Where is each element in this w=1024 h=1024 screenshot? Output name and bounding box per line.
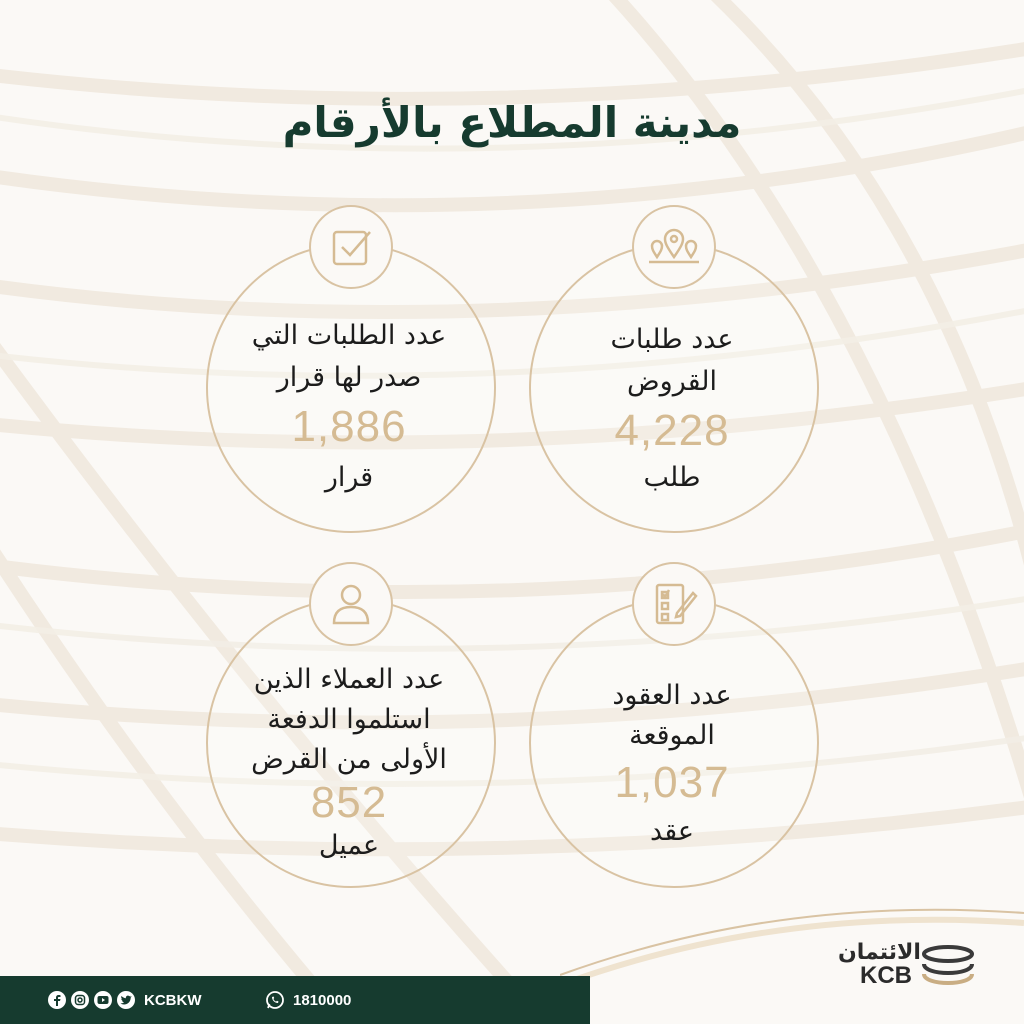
stat-label-line2: الموقعة xyxy=(629,720,715,751)
logo-arabic: الائتمان xyxy=(838,940,921,965)
phone-contact xyxy=(265,990,351,1010)
stat-label-line1: عدد العملاء الذين xyxy=(253,664,445,695)
stat-unit: عميل xyxy=(318,830,380,861)
location-pins-icon xyxy=(632,205,716,289)
social-handle[interactable]: KCBKW xyxy=(144,991,202,1009)
stat-value: 852 xyxy=(310,778,388,827)
instagram-icon[interactable] xyxy=(71,991,89,1009)
user-icon xyxy=(309,562,393,646)
twitter-icon[interactable] xyxy=(117,991,135,1009)
checkbox-icon xyxy=(309,205,393,289)
phone-number[interactable]: 1810000 xyxy=(293,991,352,1009)
page-title: مدينة المطلاع بالأرقام xyxy=(282,98,742,147)
coin-stack-icon xyxy=(918,942,978,986)
signed-form-icon xyxy=(632,562,716,646)
stat-value: 1,886 xyxy=(291,402,407,451)
stat-label-line1: عدد العقود xyxy=(612,680,732,711)
stat-unit: عقد xyxy=(650,816,694,847)
logo-english: KCB xyxy=(860,962,912,989)
stat-label-line2: صدر لها قرار xyxy=(276,362,422,393)
stat-label-line1: عدد الطلبات التي xyxy=(251,320,447,351)
stat-unit: طلب xyxy=(643,462,701,493)
facebook-icon[interactable] xyxy=(48,991,66,1009)
stat-label-line3: الأولى من القرض xyxy=(251,744,447,775)
whatsapp-icon[interactable] xyxy=(265,990,285,1010)
stat-label-line2: استلموا الدفعة xyxy=(267,704,431,735)
social-links xyxy=(48,990,202,1010)
stat-value: 1,037 xyxy=(614,758,730,807)
stat-value: 4,228 xyxy=(614,406,730,455)
stat-label-line1: عدد طلبات xyxy=(610,324,734,355)
stat-unit: قرار xyxy=(324,462,374,493)
stat-label-line2: القروض xyxy=(627,366,717,397)
youtube-icon[interactable] xyxy=(94,991,112,1009)
